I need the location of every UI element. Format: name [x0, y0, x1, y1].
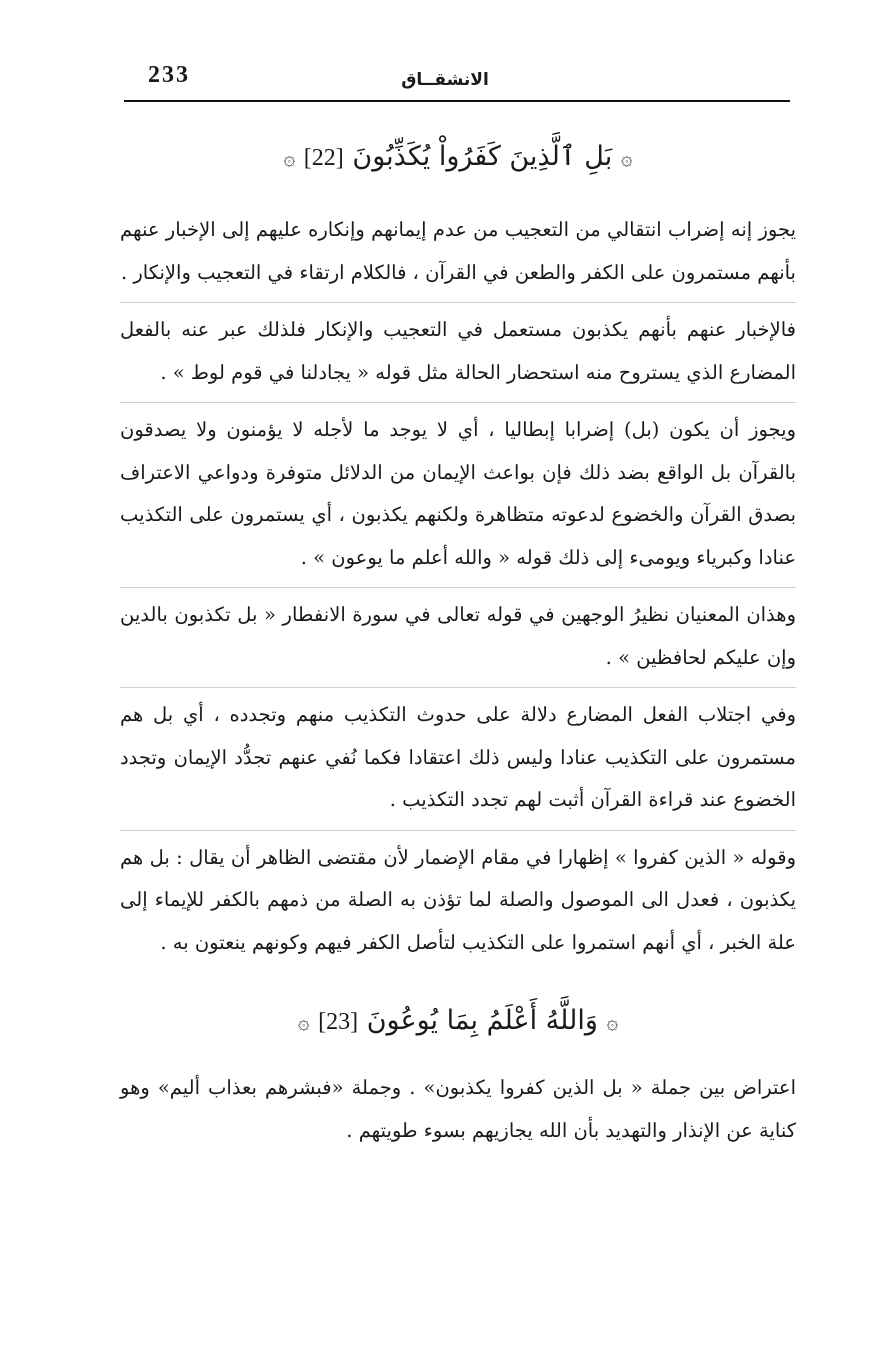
- paragraph: وهذان المعنيان نظيرُ الوجهين في قوله تعالى في سورة الانفطار « بل تكذبون بالدين وإن عليكم لحافظين » .: [120, 603, 796, 669]
- paragraph: وقوله « الذين كفروا » إظهارا في مقام الإضمار لأن مقتضى الظاهر أن يقال : بل هم يكذبون ، فعدل الى الموصول والصلة لما تؤذن به الصلة من ذمهم بالكفر للإيماء إلى علة الخبر ، أي أنهم استمروا على التكذيب لتأصل الكفر فيهم وكونهم ينعتون به .: [120, 845, 796, 954]
- verse-number: [22]: [303, 145, 344, 171]
- paragraph: وفي اجتلاب الفعل المضارع دلالة على حدوث التكذيب منهم وتجدده ، أي بل هم مستمرون على التكذيب عنادا وليس ذلك اعتقادا فكما نُفي عنهم تجدُّد الإيمان وتجدد الخضوع عند قراءة القرآن أثبت لهم تجدد التكذيب .: [120, 703, 796, 811]
- verse-close-ornament-icon: ۞: [283, 145, 296, 170]
- verse-open-ornament-icon: ۞: [620, 145, 633, 170]
- page-number: 233: [148, 62, 190, 88]
- verse-text: بَلِ ٱلَّذِينَ كَفَرُواْ يُكَذِّبُونَ: [352, 141, 613, 172]
- verse-23: [120, 994, 796, 1049]
- paragraph: يجوز إنه إضراب انتقالي من التعجيب من عدم إيمانهم وإنكاره عليهم إلى الإخبار عنهم بأنهم مستمرون على الكفر والطعن في القرآن ، فالكلام ارتقاء في التعجيب والإنكار .: [120, 218, 796, 284]
- divider: [120, 830, 796, 831]
- divider: [120, 687, 796, 688]
- paragraph: اعتراض بين جملة « بل الذين كفروا يكذبون» . وجملة «فبشرهم بعذاب أليم» وهو كناية عن الإنذار والتهديد بأن الله يجازيهم بسوء طويتهم .: [120, 1076, 796, 1142]
- running-title: الانشقــاق: [401, 70, 489, 90]
- paragraph: ويجوز أن يكون (بل) إضرابا إبطاليا ، أي لا يوجد ما لأجله لا يؤمنون ولا يصدقون بالقرآن بل الواقع بضد ذلك فإن بواعث الإيمان من الدلائل متوفرة ودواعي الاعتراف بصدق القرآن والخضوع لدعوته متظاهرة ولكنهم يكذبون ، أي يستمرون على التكذيب عنادا وكبرياء ويومىء إلى ذلك قوله « والله أعلم ما يوعون » .: [120, 418, 796, 569]
- verse-text: وَاللَّهُ أَعْلَمُ بِمَا يُوعُونَ: [366, 1005, 598, 1036]
- divider: [120, 302, 796, 303]
- divider: [120, 587, 796, 588]
- verse-22: [120, 130, 796, 185]
- page-body: [120, 130, 796, 1158]
- verse-open-ornament-icon: ۞: [606, 1009, 619, 1034]
- paragraph: فالإخبار عنهم بأنهم يكذبون مستعمل في التعجيب والإنكار فلذلك عبر عنه بالفعل المضارع الذي يستروح منه استحضار الحالة مثل قوله « يجادلنا في قوم لوط » .: [120, 318, 796, 384]
- verse-number: [23]: [318, 1009, 359, 1035]
- verse-close-ornament-icon: ۞: [297, 1009, 310, 1034]
- header-rule: [124, 100, 790, 102]
- divider: [120, 402, 796, 403]
